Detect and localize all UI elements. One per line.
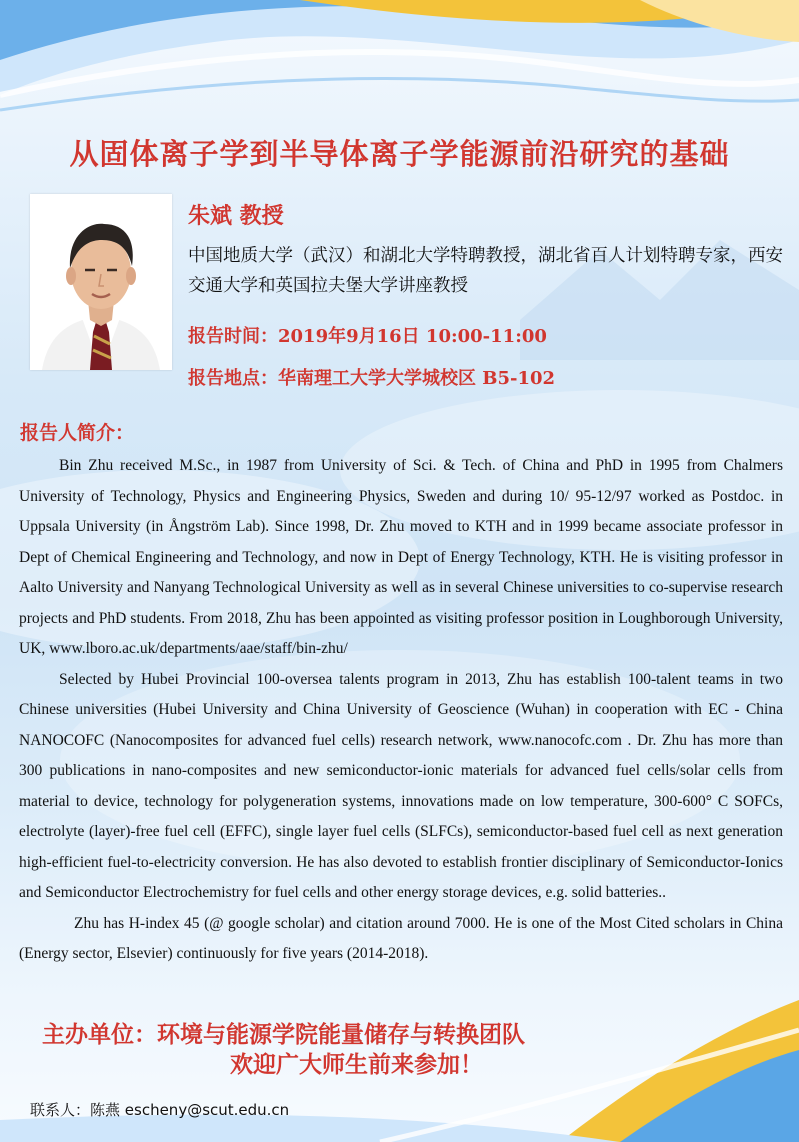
host-organization: 主办单位：环境与能源学院能量储存与转换团队 xyxy=(42,1021,525,1048)
poster-title: 从固体离子学到半导体离子学能源前沿研究的基础 xyxy=(69,137,730,171)
speaker-name: 朱斌 教授 xyxy=(188,203,284,229)
contact-label: 联系人：陈燕 xyxy=(30,1101,125,1119)
talk-venue: 报告地点：华南理工大学大学城校区 B5-102 xyxy=(188,368,556,389)
contact-info xyxy=(30,1099,289,1120)
speaker-affiliation: 中国地质大学（武汉）和湖北大学特聘教授，湖北省百人计划特聘专家，西安交通大学和英国拉夫堡大学讲座教授 xyxy=(188,246,783,296)
talk-time: 报告时间：2019年9月16日 10:00-11:00 xyxy=(188,326,547,347)
bio-paragraph: Zhu has H-index 45 (@ google scholar) and citation around 7000. He is one of the Most Cited scholars in China (Energy sector, Elsevier) continuously for five years (2014-2018). xyxy=(19,914,783,962)
bio-paragraph: Bin Zhu received M.Sc., in 1987 from University of Sci. & Tech. of China and PhD in 1995 from Chalmers University of Technology, Physics and Engineering Physics, Sweden and during 10/ 95-12/97 worked as Postdoc. in Uppsala University (in Ångström Lab). Since 1998, Dr. Zhu moved to KTH and in 1999 became associate professor in Dept of Chemical Engineering and Technology, and now in Dept of Energy Technology, KTH. He is visiting professor in Aalto University and Nanyang Technological University as well as in several Chinese universities to co-supervise research projects and PhD students. From 2018, Zhu has been appointed as visiting professor position in Loughborough University, UK, www.lboro.ac.uk/departments/aae/staff/bin-zhu/ xyxy=(19,457,783,657)
speaker-portrait-icon xyxy=(30,194,172,370)
bio-paragraph: Selected by Hubei Provincial 100-oversea talents program in 2013, Zhu has establish 100-talent teams in two Chinese universities (Hubei University and China University of Geoscience (Wuhan) in cooperation with EC - China NANOCOFC (Nanocomposites for advanced fuel cells) research network, www.nanocofc.com . Dr. Zhu has more than 300 publications in nano-composites and new semiconductor-ionic materials for advanced fuel cells/solar cells from material to device, technology for polygeneration systems, innovations made on low temperature, 300-600° C SOFCs, electrolyte (layer)-free fuel cell (EFFC), single layer fuel cells (SLFCs), semiconductor-based fuel cell as next generation high-efficient fuel-to-electricity conversion. He has also devoted to establish frontier disciplinary of Semiconductor-Ionics and Semiconductor Electrochemistry for fuel cells and other energy storage devices, e.g. solid batteries.. xyxy=(19,670,783,901)
speaker-portrait xyxy=(30,194,172,370)
bio-heading: 报告人简介： xyxy=(20,422,135,444)
bio-text xyxy=(19,451,783,970)
welcome-message: 欢迎广大师生前来参加！ xyxy=(230,1051,483,1078)
contact-email: escheny@scut.edu.cn xyxy=(124,1101,290,1119)
